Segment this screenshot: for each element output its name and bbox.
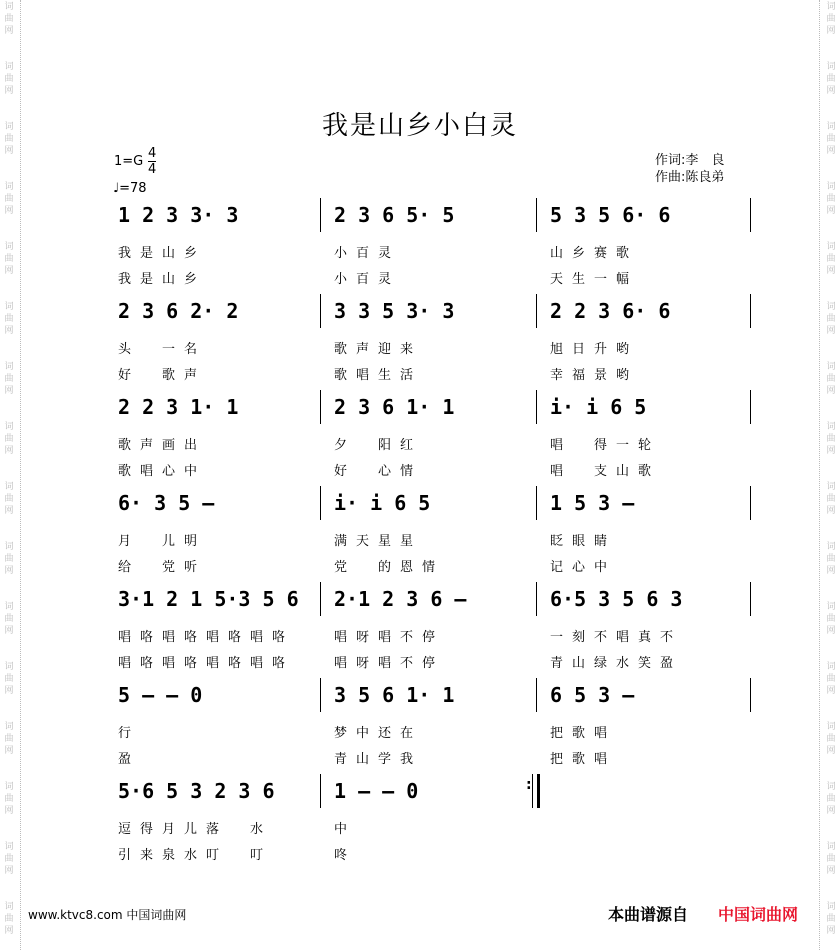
bar-line <box>536 390 537 424</box>
repeat-dots: : <box>526 777 532 793</box>
watermark-char: 网 <box>826 686 836 696</box>
lyric-verse-2: 引 来 泉 水 叮 叮 <box>118 848 264 863</box>
watermark-char: 词 <box>4 302 14 312</box>
watermark-char: 曲 <box>826 434 836 444</box>
lyric-verse-2: 幸 福 景 哟 <box>550 368 630 383</box>
watermark-char: 曲 <box>826 314 836 324</box>
lyric-verse-2: 我 是 山 乡 <box>118 272 198 287</box>
watermark-char: 网 <box>4 446 14 456</box>
watermark-char: 词 <box>4 902 14 912</box>
bar-line <box>536 678 537 712</box>
lyric-verse-2: 唱 呀 唱 不 停 <box>334 656 436 671</box>
watermark-char: 曲 <box>826 194 836 204</box>
lyric-verse-2: 党 的 恩 情 <box>334 560 436 575</box>
watermark-char: 网 <box>826 206 836 216</box>
watermark-char: 曲 <box>826 614 836 624</box>
lyric-verse-1: 旭 日 升 哟 <box>550 342 630 357</box>
watermark-char: 词 <box>4 422 14 432</box>
lyric-verse-1: 梦 中 还 在 <box>334 726 414 741</box>
lyric-verse-2: 青 山 学 我 <box>334 752 414 767</box>
watermark-char: 曲 <box>826 674 836 684</box>
watermark-char: 网 <box>4 86 14 96</box>
measure-notes: 1 5 3 – <box>550 491 635 515</box>
measure-notes: 5·6 5 3 2 3 6 <box>118 779 275 803</box>
watermark-char: 词 <box>4 122 14 132</box>
watermark-char: 词 <box>826 242 836 252</box>
watermark-char: 网 <box>4 386 14 396</box>
watermark-char: 网 <box>4 266 14 276</box>
lyric-verse-1: 月 儿 明 <box>118 534 198 549</box>
watermark-char: 曲 <box>4 254 14 264</box>
watermark-char: 词 <box>4 542 14 552</box>
watermark-char: 词 <box>4 662 14 672</box>
lyric-verse-2: 给 党 听 <box>118 560 198 575</box>
watermark-char: 曲 <box>826 854 836 864</box>
time-signature-bottom: 4 <box>148 162 157 177</box>
bar-line <box>320 678 321 712</box>
watermark-char: 曲 <box>826 134 836 144</box>
watermark-char: 词 <box>826 782 836 792</box>
watermark-char: 词 <box>826 362 836 372</box>
watermark-char: 词 <box>826 602 836 612</box>
watermark-char: 曲 <box>826 74 836 84</box>
lyric-verse-2: 小 百 灵 <box>334 272 392 287</box>
bar-line <box>536 294 537 328</box>
lyric-verse-2: 咚 <box>334 848 348 863</box>
lyric-verse-1: 歌 声 画 出 <box>118 438 198 453</box>
lyric-verse-1: 唱 得 一 轮 <box>550 438 652 453</box>
measure-notes: i· i 6 5 <box>550 395 647 419</box>
watermark-char: 词 <box>826 542 836 552</box>
watermark-char: 曲 <box>4 674 14 684</box>
watermark-char: 曲 <box>826 794 836 804</box>
watermark-char: 词 <box>826 302 836 312</box>
lyric-verse-1: 我 是 山 乡 <box>118 246 198 261</box>
measure-notes: 3·1 2 1 5·3 5 6 <box>118 587 299 611</box>
lyric-verse-2: 盈 <box>118 752 132 767</box>
watermark-char: 词 <box>826 902 836 912</box>
lyricist: 作词:李 良 <box>655 153 725 168</box>
final-bar-line <box>532 774 540 808</box>
watermark-char: 词 <box>826 422 836 432</box>
bar-line <box>750 294 751 328</box>
lyric-verse-2: 好 歌 声 <box>118 368 198 383</box>
lyric-verse-1: 把 歌 唱 <box>550 726 608 741</box>
watermark-char: 网 <box>4 866 14 876</box>
left-watermark-strip <box>0 0 21 950</box>
watermark-char: 词 <box>4 782 14 792</box>
watermark-char: 网 <box>4 686 14 696</box>
watermark-char: 曲 <box>4 194 14 204</box>
bar-line <box>320 582 321 616</box>
lyric-verse-1: 一 刻 不 唱 真 不 <box>550 630 674 645</box>
watermark-char: 曲 <box>4 434 14 444</box>
bar-line <box>750 486 751 520</box>
measure-notes: 1 2 3 3· 3 <box>118 203 239 227</box>
watermark-char: 词 <box>4 362 14 372</box>
time-signature-top: 4 <box>148 146 157 161</box>
measure-notes: i· i 6 5 <box>334 491 431 515</box>
watermark-char: 词 <box>4 602 14 612</box>
lyric-verse-2: 唱 咯 唱 咯 唱 咯 唱 咯 <box>118 656 286 671</box>
bar-line <box>750 678 751 712</box>
watermark-char: 网 <box>4 206 14 216</box>
measure-notes: 2 2 3 6· 6 <box>550 299 671 323</box>
watermark-char: 网 <box>826 566 836 576</box>
lyric-verse-1: 夕 阳 红 <box>334 438 414 453</box>
watermark-char: 词 <box>826 2 836 12</box>
watermark-char: 网 <box>826 446 836 456</box>
song-title: 我是山乡小白灵 <box>321 111 518 141</box>
footer-brand: 中国词曲网 <box>718 905 799 924</box>
watermark-char: 曲 <box>4 734 14 744</box>
key-signature: 1=G <box>114 154 144 169</box>
measure-notes: 2·1 2 3 6 – <box>334 587 467 611</box>
lyric-verse-1: 行 <box>118 726 132 741</box>
watermark-char: 词 <box>4 242 14 252</box>
measure-notes: 3 3 5 3· 3 <box>334 299 455 323</box>
measure-notes: 1 – – 0 <box>334 779 419 803</box>
tempo-marking <box>113 181 147 196</box>
watermark-char: 网 <box>4 506 14 516</box>
watermark-char: 词 <box>826 482 836 492</box>
watermark-char: 网 <box>4 566 14 576</box>
measure-notes: 2 3 6 1· 1 <box>334 395 455 419</box>
watermark-char: 网 <box>4 26 14 36</box>
watermark-char: 曲 <box>4 494 14 504</box>
watermark-char: 曲 <box>4 614 14 624</box>
bar-line <box>536 486 537 520</box>
watermark-char: 曲 <box>826 374 836 384</box>
watermark-char: 网 <box>826 506 836 516</box>
watermark-char: 网 <box>826 866 836 876</box>
measure-notes: 5 3 5 6· 6 <box>550 203 671 227</box>
lyric-verse-2: 唱 支 山 歌 <box>550 464 652 479</box>
watermark-char: 曲 <box>4 74 14 84</box>
watermark-char: 网 <box>4 326 14 336</box>
watermark-char: 曲 <box>4 374 14 384</box>
watermark-char: 曲 <box>4 134 14 144</box>
time-signature <box>148 146 156 177</box>
watermark-char: 词 <box>826 842 836 852</box>
bar-line <box>536 582 537 616</box>
bar-line <box>320 486 321 520</box>
watermark-char: 网 <box>4 146 14 156</box>
measure-notes: 2 3 6 2· 2 <box>118 299 239 323</box>
watermark-char: 网 <box>4 806 14 816</box>
watermark-char: 曲 <box>826 914 836 924</box>
measure-notes: 6 5 3 – <box>550 683 635 707</box>
watermark-char: 网 <box>826 386 836 396</box>
bar-line <box>536 198 537 232</box>
lyric-verse-1: 头 一 名 <box>118 342 198 357</box>
lyric-verse-2: 天 生 一 幅 <box>550 272 630 287</box>
watermark-char: 词 <box>826 722 836 732</box>
lyric-verse-1: 眨 眼 睛 <box>550 534 608 549</box>
watermark-char: 词 <box>4 62 14 72</box>
watermark-char: 曲 <box>826 14 836 24</box>
measure-notes: 6· 3 5 – <box>118 491 215 515</box>
watermark-char: 网 <box>826 746 836 756</box>
right-watermark-strip <box>819 0 840 950</box>
watermark-char: 网 <box>826 626 836 636</box>
watermark-char: 网 <box>4 626 14 636</box>
watermark-char: 词 <box>4 2 14 12</box>
measure-notes: 2 3 6 5· 5 <box>334 203 455 227</box>
tempo-value: =78 <box>119 181 147 196</box>
measure-notes: 2 2 3 1· 1 <box>118 395 239 419</box>
watermark-char: 曲 <box>826 734 836 744</box>
watermark-char: 词 <box>4 482 14 492</box>
lyric-verse-1: 中 <box>334 822 348 837</box>
lyric-verse-1: 逗 得 月 儿 落 水 <box>118 822 264 837</box>
lyric-verse-2: 记 心 中 <box>550 560 608 575</box>
measure-notes: 6·5 3 5 6 3 <box>550 587 683 611</box>
watermark-char: 网 <box>826 86 836 96</box>
bar-line <box>320 390 321 424</box>
bar-line <box>750 582 751 616</box>
watermark-char: 词 <box>826 62 836 72</box>
bar-line <box>320 198 321 232</box>
watermark-char: 曲 <box>4 914 14 924</box>
bar-line <box>750 390 751 424</box>
lyric-verse-1: 山 乡 赛 歌 <box>550 246 630 261</box>
watermark-char: 曲 <box>4 854 14 864</box>
watermark-char: 曲 <box>4 554 14 564</box>
lyric-verse-2: 歌 唱 生 活 <box>334 368 414 383</box>
credits <box>655 152 724 186</box>
footer-source-label: 本曲谱源自 <box>608 905 689 924</box>
lyric-verse-2: 把 歌 唱 <box>550 752 608 767</box>
watermark-char: 网 <box>4 746 14 756</box>
measure-notes: 3 5 6 1· 1 <box>334 683 455 707</box>
lyric-verse-2: 青 山 绿 水 笑 盈 <box>550 656 674 671</box>
watermark-char: 曲 <box>4 794 14 804</box>
footer-url: www.ktvc8.com 中国词曲网 <box>28 908 187 922</box>
watermark-char: 词 <box>826 662 836 672</box>
quarter-note-icon: ♩ <box>113 181 120 196</box>
lyric-verse-1: 唱 呀 唱 不 停 <box>334 630 436 645</box>
watermark-char: 曲 <box>4 14 14 24</box>
lyric-verse-1: 歌 声 迎 来 <box>334 342 414 357</box>
watermark-char: 词 <box>4 722 14 732</box>
bar-line <box>750 198 751 232</box>
watermark-char: 网 <box>826 146 836 156</box>
watermark-char: 网 <box>826 806 836 816</box>
watermark-char: 曲 <box>826 254 836 264</box>
watermark-char: 曲 <box>826 494 836 504</box>
measure-notes: 5 – – 0 <box>118 683 203 707</box>
bar-line <box>320 774 321 808</box>
watermark-char: 网 <box>826 266 836 276</box>
watermark-char: 网 <box>826 326 836 336</box>
lyric-verse-2: 歌 唱 心 中 <box>118 464 198 479</box>
watermark-char: 词 <box>826 182 836 192</box>
watermark-char: 网 <box>826 26 836 36</box>
watermark-char: 词 <box>826 122 836 132</box>
watermark-char: 网 <box>4 926 14 936</box>
lyric-verse-2: 好 心 情 <box>334 464 414 479</box>
lyric-verse-1: 小 百 灵 <box>334 246 392 261</box>
watermark-char: 词 <box>4 182 14 192</box>
bar-line <box>320 294 321 328</box>
watermark-char: 曲 <box>4 314 14 324</box>
watermark-char: 网 <box>826 926 836 936</box>
lyric-verse-1: 满 天 星 星 <box>334 534 414 549</box>
watermark-char: 曲 <box>826 554 836 564</box>
composer: 作曲:陈良弟 <box>655 170 725 185</box>
watermark-char: 词 <box>4 842 14 852</box>
lyric-verse-1: 唱 咯 唱 咯 唱 咯 唱 咯 <box>118 630 286 645</box>
